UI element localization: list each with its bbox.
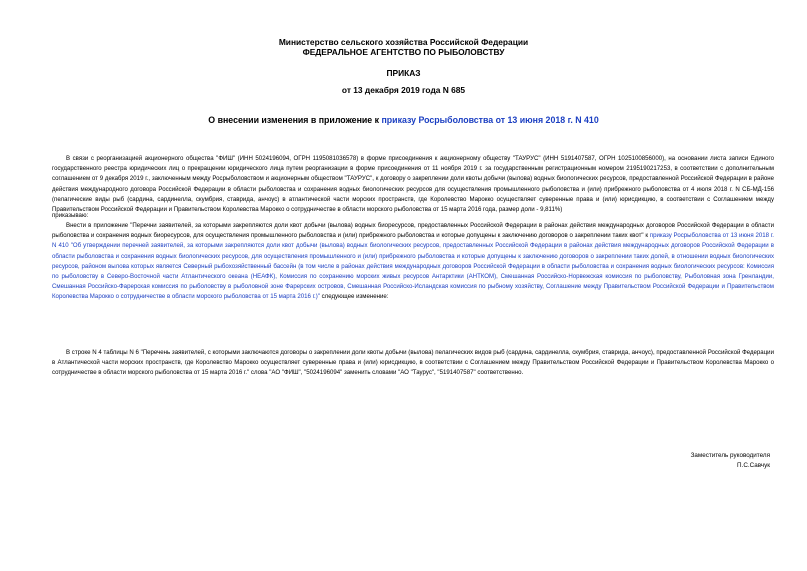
- signer-position: Заместитель руководителя: [690, 452, 770, 459]
- title-prefix: О внесении изменения в приложение к: [208, 115, 382, 125]
- paragraph-amendment: [52, 221, 774, 303]
- paragraph-change: В строке N 4 таблицы N 6 "Перечень заявителей, с которыми заключаются договоры о закреплении доли квоты добычи (вылова) пелагических видов рыб (сардина, сардинелла, скумбрия, ставрида, анчоус), предоставленной Российской Федерации в Атлантической части морских пространств, где Королевство Марокко осуществляет суверенные права и (или) юрисдикцию, в соответствии с Соглашением между Правительством Российской Федерации и Правительством Королевства Марокко о сотрудничестве в области морского рыболовства от 15 марта 2016 г." слова "АО "ФИШ", "5024196094" заменить словами "АО "Таурус", "5191407587" соответственно.: [52, 349, 774, 377]
- doc-type-heading: ПРИКАЗ: [386, 68, 421, 78]
- amendment-order-link[interactable]: приказу Росрыболовства от 13 июня 2018 г. N 410 "Об утверждении перечней заявителей, за которыми закрепляются доли квот добычи (вылова) водных биологических ресурсов, предоставленных Российской Федерации в районах действия международных договоров Российской Федерации в области рыболовства и сохранения водных биологических ресурсов, для осуществления промышленного и (или) прибрежного рыболовства и которые допущены к заключению договоров о закреплении таких долей, в отношении водных биологических ресурсов, районом вылова которых является Северный рыбохозяйственный бассейн (в том числе в районах действия международных договоров Российской Федерации в области рыболовства и сохранения водных биологических ресурсов: Комиссия по рыболовству в Северо-Восточной части Атлантического океана (НЕАФК), Комиссия по сохранению морских живых ресурсов Антарктики (АНТКОМ), Смешанная Российско-Норвежская комиссия по рыболовству, Рыболовная зона Гренландии, Смешанная Российско-Фарерская комиссия по рыболовству в рыболовной зоне Фарерских островов, Смешанная Российско-Исландская комиссия по рыбному хозяйству, Соглашение между Правительством Российской Федерации и Правительством Королевства Марокко о сотрудничестве в области морского рыболовства от 15 марта 2016 г.)": [52, 232, 774, 301]
- agency-heading: ФЕДЕРАЛЬНОЕ АГЕНТСТВО ПО РЫБОЛОВСТВУ: [302, 47, 505, 57]
- paragraph-order-word: приказываю:: [52, 212, 89, 219]
- amendment-suffix: следующее изменение:: [319, 293, 389, 301]
- amendment-prefix: Внести в приложение "Перечни заявителей, за которыми закрепляются доли квот добычи (вылова) водных биоресурсов, предоставленных Российской Федерации в районах действия международных договоров Российской Федерации в области рыболовства и сохранения водных биоресурсов, для осуществления промышленного рыболовства и (или) прибрежного рыболовства и которые допущены к заключению договоров о закреплении таких квот" к: [52, 222, 774, 240]
- paragraph-grounds: В связи с реорганизацией акционерного общества "ФИШ" (ИНН 5024196094, ОГРН 1195081036578) в форме присоединения к акционерному обществу "ТАУРУС" (ИНН 5191407587, ОГРН 1025100856000), на основании листа записи Единого государственного реестра юридических лиц о прекращении юридического лица путем реорганизации в форме присоединения от 11 ноября 2019 г. за государственным регистрационным номером 2195190217253, в соответствии с дополнительным соглашением от 9 декабря 2019 г., заключенным между Росрыболовством и акционерным обществом "ТАУРУС", к договору о закреплении доли квоты добычи (вылова) водных биологических ресурсов, предоставленной Российской Федерации в районе действия международного договора Российской Федерации в области рыболовства и сохранения водных биологических ресурсов для осуществления промышленного рыболовства и (или) прибрежного рыболовства от 4 июля 2018 г. N СБ-МД-156 (пелагические виды рыб (сардина, сардинелла, скумбрия, ставрида, анчоус) в атлантической части морских пространств, где Королевство Марокко осуществляет суверенные права и (или) юрисдикцию, в соответствии с Соглашением между Правительством Российской Федерации и Правительством Королевства Марокко о сотрудничестве в области морского рыболовства от 15 марта 2016 года, размер доли - 9,811%): [52, 155, 774, 214]
- title-order-link[interactable]: приказу Росрыболовства от 13 июня 2018 г. N 410: [381, 115, 599, 125]
- ministry-heading: Министерство сельского хозяйства Российской Федерации: [278, 37, 529, 47]
- document-title: [0, 115, 807, 125]
- signer-name: П.С.Савчук: [737, 462, 770, 469]
- doc-date-number: от 13 декабря 2019 года N 685: [341, 85, 466, 95]
